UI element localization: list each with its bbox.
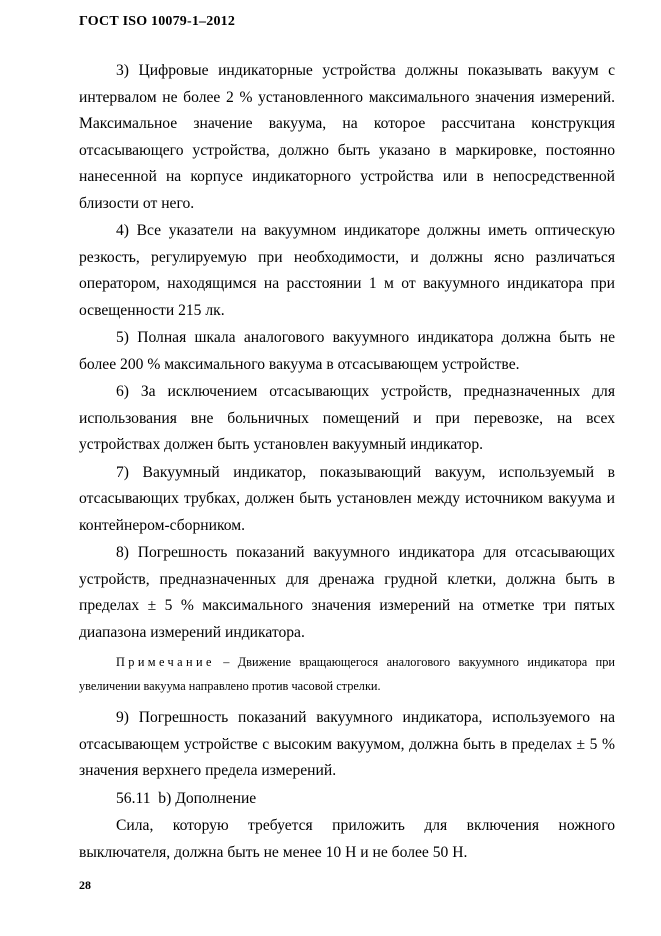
paragraph-foot-switch-force: Сила, которую требуется приложить для включения ножного выключателя, должна быть не менее 10 Н и не более 50 Н. (79, 817, 615, 861)
note (79, 651, 615, 705)
note-text: – Движение вращающегося аналогового вакуумного индикатора при увеличении вакуума направлено против часовой стрелки. (79, 655, 615, 693)
standard-header: ГОСТ ISO 10079-1–2012 (79, 14, 236, 29)
paragraph-item-7: 7) Вакуумный индикатор, показывающий вакуум, используемый в отсасывающих трубках, должен быть установлен между источником вакуума и контейнером-сборником. (79, 463, 615, 534)
paragraph-item-3: 3) Цифровые индикаторные устройства должны показывать вакуум с интервалом не более 2 % установленного максимального значения измерений. Максимальное значение вакуума, на которое рассчитана конструкция отсасывающего устройства, должно быть указано в маркировке, постоянно нанесенной на корпусе индикаторного устройства или в непосредственной близости от него. (79, 62, 615, 212)
paragraph-item-9: 9) Погрешность показаний вакуумного индикатора, используемого на отсасывающем устройстве с высоким вакуумом, должна быть в пределах ± 5 % значения верхнего предела измерений. (79, 709, 615, 779)
paragraph-item-6: 6) За исключением отсасывающих устройств, предназначенных для использования вне больничных помещений и при перевозке, на всех устройствах должен быть установлен вакуумный индикатор. (79, 383, 615, 453)
paragraph-item-5: 5) Полная шкала аналогового вакуумного индикатора должна быть не более 200 % максимального вакуума в отсасывающем устройстве. (79, 329, 615, 373)
page-number: 28 (79, 878, 91, 892)
document-body (79, 58, 615, 867)
note-label: Примечание (116, 655, 215, 669)
paragraph-item-4: 4) Все указатели на вакуумном индикаторе должны иметь оптическую резкость, регулируемую при необходимости, и должны ясно различаться оператором, находящимся на расстоянии 1 м от вакуумного индикатора при освещенности 215 лк. (79, 222, 615, 319)
paragraph-item-8: 8) Погрешность показаний вакуумного индикатора для отсасывающих устройств, предназначенных для дренажа грудной клетки, должна быть в пределах ± 5 % максимального значения измерений на отметке три пятых диапазона измерений индикатора. (79, 544, 615, 641)
section-heading-56-11: 56.11 b) Дополнение (116, 789, 257, 807)
